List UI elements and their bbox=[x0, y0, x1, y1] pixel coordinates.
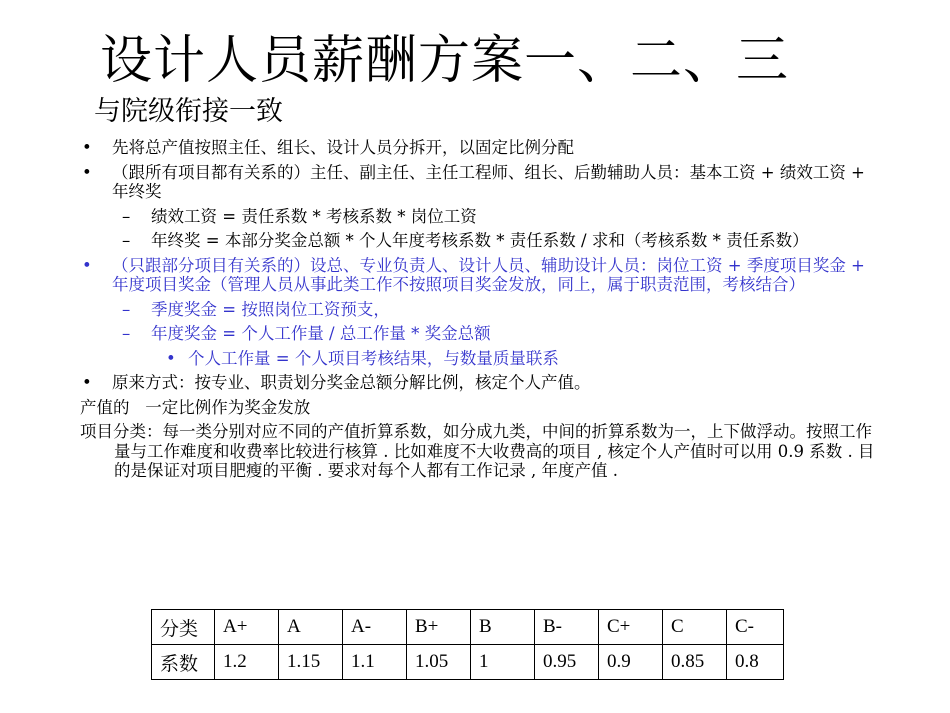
sub-bullet-item bbox=[80, 300, 880, 320]
table-header-cell: 系数 bbox=[152, 645, 215, 680]
table-cell: B bbox=[471, 610, 535, 645]
bullet-item bbox=[80, 163, 880, 202]
table-cell: 1.2 bbox=[215, 645, 279, 680]
sub-bullet-item bbox=[80, 231, 880, 251]
sub-bullet-item bbox=[80, 324, 880, 344]
bullet-item bbox=[80, 138, 880, 158]
sub-bullet-text: 年度奖金 = 个人工作量 / 总工作量 * 奖金总额 bbox=[151, 324, 491, 343]
bullet-marker: • bbox=[82, 162, 92, 182]
table-cell: A bbox=[279, 610, 343, 645]
table-cell: C+ bbox=[599, 610, 663, 645]
sub-sub-bullet-text: 个人工作量 = 个人项目考核结果，与数量质量联系 bbox=[188, 348, 559, 368]
bullet-text: 先将总产值按照主任、组长、设计人员分拆开，以固定比例分配 bbox=[112, 138, 574, 157]
table-cell: A- bbox=[343, 610, 407, 645]
table-cell: 1 bbox=[471, 645, 535, 680]
table-cell: C- bbox=[727, 610, 784, 645]
sub-bullet-text: 季度奖金 = 按照岗位工资预支， bbox=[151, 299, 390, 319]
bullet-item bbox=[80, 256, 880, 295]
coefficient-table bbox=[151, 609, 784, 680]
bullet-marker: • bbox=[82, 373, 92, 392]
table-cell: 1.1 bbox=[343, 645, 407, 680]
dash-marker: – bbox=[122, 324, 131, 343]
sub-bullet-text: 绩效工资 = 责任系数 * 考核系数 * 岗位工资 bbox=[151, 206, 477, 226]
bullet-text: （跟所有项目都有关系的）主任、副主任、主任工程师、组长、后勤辅助人员：基本工资 + 绩效工资 + 年终奖 bbox=[112, 162, 865, 201]
table-cell: 1.05 bbox=[407, 645, 471, 680]
table-cell: B- bbox=[535, 610, 599, 645]
table-cell: 0.9 bbox=[599, 645, 663, 680]
bullet-text: （只跟部分项目有关系的）设总、专业负责人、设计人员、辅助设计人员：岗位工资 + 季度项目奖金 + 年度项目奖金（管理人员从事此类工作不按照项目奖金发放，同上，属于职责范围，考核结合） bbox=[112, 255, 865, 294]
bullet-marker: • bbox=[82, 255, 92, 275]
table-cell: 0.85 bbox=[663, 645, 727, 680]
page-subtitle: 与院级衔接一致 bbox=[94, 96, 283, 127]
table-cell: C bbox=[663, 610, 727, 645]
table-header-cell: 分类 bbox=[152, 610, 215, 645]
page-title: 设计人员薪酬方案一、二、三 bbox=[100, 31, 790, 91]
table-row bbox=[152, 645, 784, 680]
coefficient-table-container bbox=[151, 609, 784, 680]
bullet-item bbox=[80, 373, 880, 393]
table-cell: 0.8 bbox=[727, 645, 784, 680]
bullet-text: 原来方式：按专业、职责划分奖金总额分解比例，核定个人产值。 bbox=[112, 373, 591, 392]
table-row bbox=[152, 610, 784, 645]
sub-bullet-text: 年终奖 = 本部分奖金总额 * 个人年度考核系数 * 责任系数 / 求和（考核系数 * 责任系数） bbox=[151, 231, 809, 250]
content-body bbox=[80, 138, 880, 486]
table-cell: 1.15 bbox=[279, 645, 343, 680]
table-cell: 0.95 bbox=[535, 645, 599, 680]
dash-marker: – bbox=[122, 206, 131, 226]
bullet-marker: • bbox=[82, 138, 92, 157]
paragraph: 项目分类：每一类分别对应不同的产值折算系数，如分成九类，中间的折算系数为一，上下做浮动。按照工作量与工作难度和收费率比较进行核算 . 比如难度不大收费高的项目 , 核定个人产值时可以用 0.9 系数 . 目的是保证对项目肥瘦的平衡 . 要求对每个人都有工作记录 , 年度产值 . bbox=[80, 422, 875, 480]
table-cell: A+ bbox=[215, 610, 279, 645]
sub-sub-bullet-item bbox=[80, 349, 880, 369]
table-cell: B+ bbox=[407, 610, 471, 645]
paragraph: 产值的 一定比例作为奖金发放 bbox=[80, 397, 311, 417]
sub-bullet-item bbox=[80, 207, 880, 227]
dash-marker: – bbox=[122, 231, 131, 250]
bullet-marker: • bbox=[166, 348, 176, 368]
dash-marker: – bbox=[122, 299, 131, 319]
